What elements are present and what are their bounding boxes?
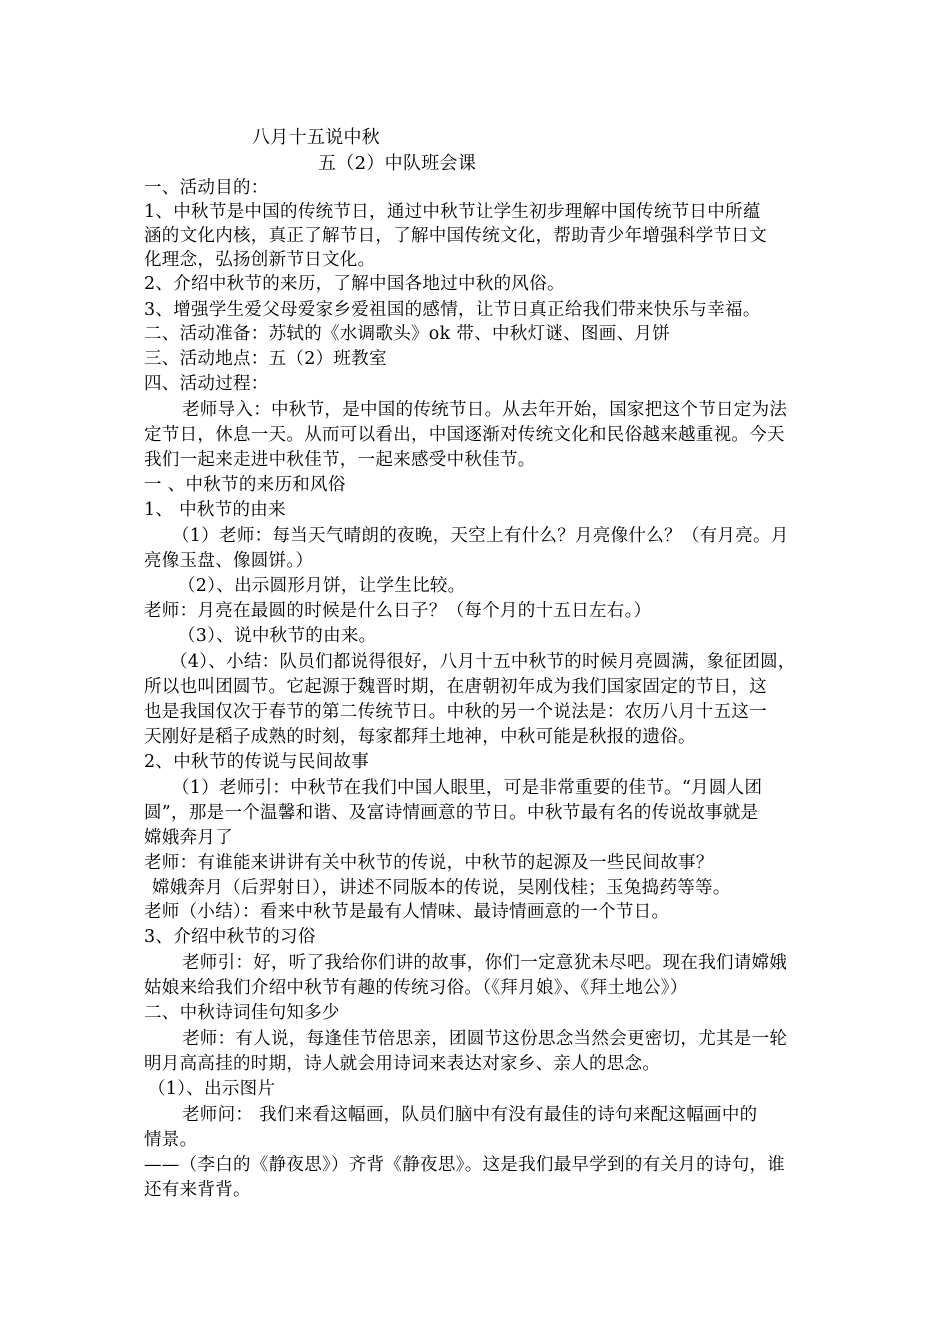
paragraph-line: 所以也叫团圆节。它起源于魏晋时期，在唐朝初年成为我们国家固定的节日，这 <box>144 677 767 697</box>
paragraph-line: （1）、出示图片 <box>148 1079 276 1099</box>
paragraph-line: 姑娘来给我们介绍中秋节有趣的传统习俗。（《拜月娘》、《拜土地公》） <box>144 978 688 998</box>
paragraph-line: 天刚好是稻子成熟的时刻，每家都拜土地神，中秋可能是秋报的遗俗。 <box>144 727 696 747</box>
paragraph-line: 老师（小结）：看来中秋节是最有人情味、最诗情画意的一个节日。 <box>144 902 670 922</box>
paragraph-line: 也是我国仅次于春节的第二传统节日。中秋的另一个说法是：农历八月十五这一 <box>144 702 767 722</box>
document-title: 八月十五说中秋 <box>252 127 381 148</box>
paragraph-line: （4）、小结：队员们都说得很好，八月十五中秋节的时候月亮圆满，象征团圆， <box>170 652 796 672</box>
paragraph-line: 三、活动地点：五（2）班教室 <box>144 349 387 369</box>
section-heading: 3、介绍中秋节的习俗 <box>144 927 316 947</box>
paragraph-line: 老师问： 我们来看这幅画，队员们脑中有没有最佳的诗句来配这幅画中的 <box>182 1105 758 1125</box>
paragraph-line: 嫦娥奔月（后羿射日），讲述不同版本的传说，吴刚伐桂；玉兔捣药等等。 <box>152 878 731 898</box>
document-subtitle: 五（2）中队班会课 <box>318 153 477 174</box>
paragraph-line: 一、活动目的： <box>144 178 269 198</box>
paragraph-line: 四、活动过程： <box>144 374 269 394</box>
paragraph-line: 亮像玉盘、像圆饼。） <box>144 551 314 571</box>
paragraph-line: 3、增强学生爱父母爱家乡爱祖国的感情，让节日真正给我们带来快乐与幸福。 <box>144 300 761 320</box>
paragraph-line: （2）、出示圆形月饼，让学生比较。 <box>178 576 466 596</box>
paragraph-line: 我们一起来走进中秋佳节，一起来感受中秋佳节。 <box>144 450 536 470</box>
section-heading: 二、中秋诗词佳句知多少 <box>144 1003 340 1023</box>
paragraph-line: 老师：有谁能来讲讲有关中秋节的传说，中秋节的起源及一些民间故事？ <box>144 853 714 873</box>
paragraph-line: 老师：月亮在最圆的时候是什么日子？（每个月的十五日左右。） <box>144 601 652 621</box>
paragraph-line: 老师导入：中秋节，是中国的传统节日。从去年开始，国家把这个节日定为法 <box>182 400 788 420</box>
paragraph-line: 二、活动准备：苏轼的《水调歌头》ok 带、中秋灯谜、图画、月饼 <box>144 324 671 344</box>
paragraph-line: ——（李白的《静夜思》）齐背《静夜思》。这是我们最早学到的有关月的诗句，谁 <box>144 1155 786 1175</box>
paragraph-line: 情景。 <box>144 1130 198 1150</box>
section-heading: 一 、中秋节的来历和风俗 <box>144 475 346 495</box>
paragraph-line: （1）老师引：中秋节在我们中国人眼里，可是非常重要的佳节。“月圆人团 <box>172 778 763 798</box>
paragraph-line: 涵的文化内核，真正了解节日，了解中国传统文化，帮助青少年增强科学节日文 <box>144 226 767 246</box>
paragraph-line: 2、介绍中秋节的来历，了解中国各地过中秋的风俗。 <box>144 274 565 294</box>
paragraph-line: 老师：有人说，每逢佳节倍思亲，团圆节这份思念当然会更密切，尤其是一轮 <box>182 1029 788 1049</box>
paragraph-line: （3）、说中秋节的由来。 <box>178 626 377 646</box>
paragraph-line: 化理念，弘扬创新节日文化。 <box>144 250 376 270</box>
paragraph-line: 1、中秋节是中国的传统节日，通过中秋节让学生初步理解中国传统节日中所蕴 <box>144 202 761 222</box>
paragraph-line: 定节日，休息一天。从而可以看出，中国逐渐对传统文化和民俗越来越重视。今天 <box>144 425 785 445</box>
section-heading: 2、中秋节的传说与民间故事 <box>144 752 370 772</box>
paragraph-line: 明月高高挂的时期，诗人就会用诗词来表达对家乡、亲人的思念。 <box>144 1054 661 1074</box>
paragraph-line: 圆”，那是一个温馨和谐、及富诗情画意的节日。中秋节最有名的传说故事就是 <box>144 803 759 823</box>
paragraph-line: （1）老师：每当天气晴朗的夜晚，天空上有什么？月亮像什么？（有月亮。月 <box>172 526 789 546</box>
paragraph-line: 老师引：好，听了我给你们讲的故事，你们一定意犹未尽吧。现在我们请嫦娥 <box>182 953 788 973</box>
paragraph-line: 还有来背背。 <box>144 1180 251 1200</box>
paragraph-line: 嫦娥奔月了 <box>144 828 233 848</box>
section-heading: 1、 中秋节的由来 <box>144 500 286 520</box>
